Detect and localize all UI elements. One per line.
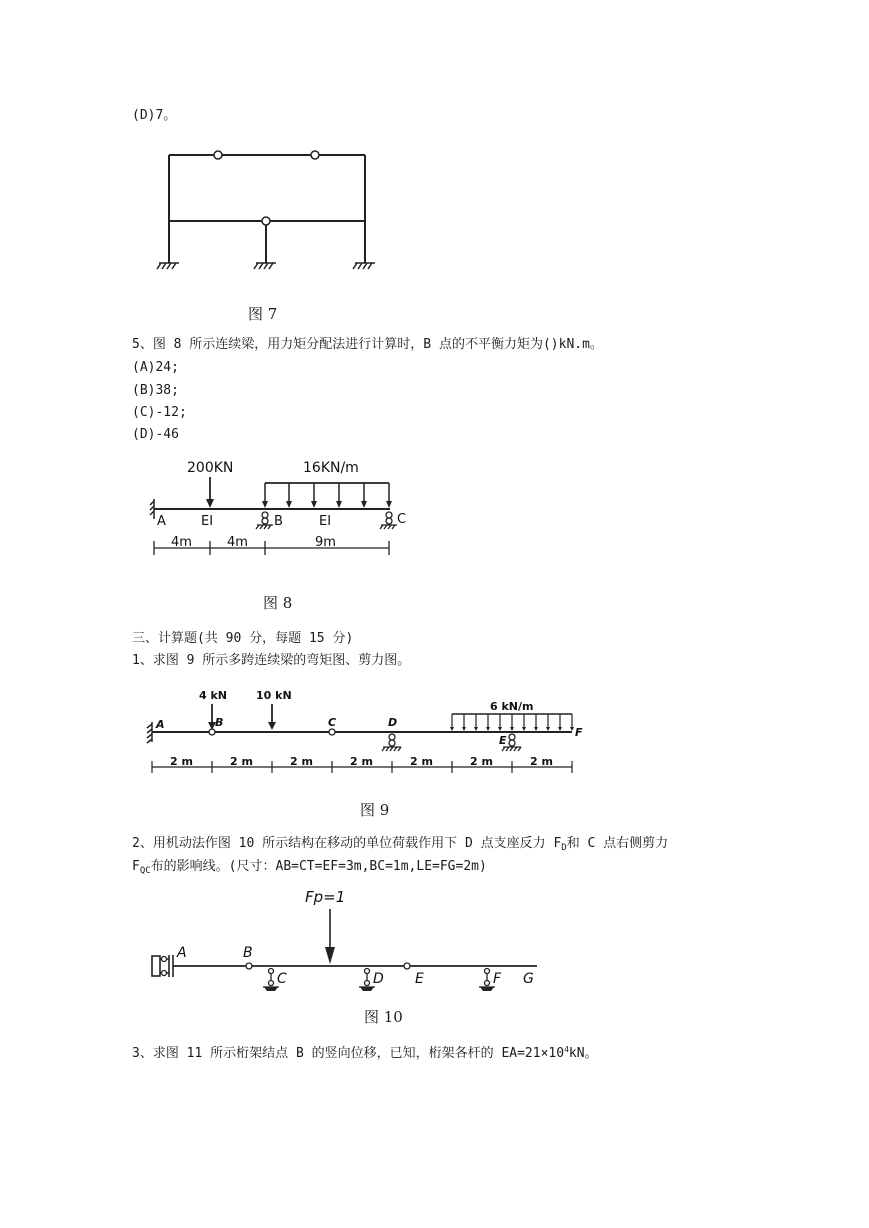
figure-8-caption: 图 8 <box>263 594 293 612</box>
fig9-dim-2: 2 m <box>230 755 253 768</box>
section-3-title: 三、计算题(共 90 分，每题 15 分) <box>132 631 354 646</box>
fig9-label-e: E <box>499 734 507 747</box>
fig8-dim-3: 9m <box>315 535 336 550</box>
fig8-label-a: A <box>157 514 166 529</box>
fig8-label-c: C <box>397 512 407 527</box>
fig9-label-b: B <box>215 716 224 729</box>
q5-option-b: (B)38; <box>132 383 179 398</box>
q4-option-d: (D)7。 <box>132 108 177 123</box>
figure-7 <box>150 145 390 280</box>
figure-7-caption: 图 7 <box>248 305 278 323</box>
fig9-dist-load-label: 6 kN/m <box>490 700 534 713</box>
q5-option-a: (A)24; <box>132 360 179 375</box>
figure-9-caption: 图 9 <box>360 801 390 819</box>
fig8-label-ei2: EI <box>319 514 332 529</box>
fig8-label-b: B <box>274 514 283 529</box>
figure-10 <box>145 885 555 1000</box>
fig10-label-f: F <box>493 971 502 987</box>
fig10-label-g: G <box>523 971 534 987</box>
fig9-label-c: C <box>328 716 337 729</box>
fig10-label-a: A <box>177 945 187 961</box>
fig9-dim-3: 2 m <box>290 755 313 768</box>
q5-stem: 5、图 8 所示连续梁，用力矩分配法进行计算时，B 点的不平衡力矩为()kN.m。 <box>132 337 603 352</box>
q3-stem: 3、求图 11 所示桁架结点 B 的竖向位移，已知，桁架各杆的 $EA=21\times 10^4kN$。 <box>132 1045 598 1061</box>
q5-option-d: (D)-46 <box>132 427 179 442</box>
fig10-load-label: Fp=1 <box>305 888 346 906</box>
fig8-dim-2: 4m <box>227 535 248 550</box>
fig9-label-a: A <box>156 718 165 731</box>
fig9-label-d: D <box>388 716 398 729</box>
figure-10-caption: 图 10 <box>364 1008 403 1026</box>
fig8-dim-1: 4m <box>171 535 192 550</box>
fig10-label-b: B <box>243 945 253 961</box>
fig9-dim-4: 2 m <box>350 755 373 768</box>
fig10-label-c: C <box>277 971 287 987</box>
fig9-dim-7: 2 m <box>530 755 553 768</box>
fig9-load-2-label: 10 kN <box>256 689 292 702</box>
fig8-dist-load-label: 16KN/m <box>303 460 359 476</box>
fig9-dim-6: 2 m <box>470 755 493 768</box>
q2-line-2: $F_{QC}$布的影响线。(尺寸：AB=CT=EF=3m,BC=1m,LE=FG=2m) <box>132 859 487 876</box>
fig8-point-load-label: 200KN <box>187 460 234 476</box>
fig10-label-e: E <box>415 971 424 987</box>
figure-9 <box>140 682 600 782</box>
fig9-label-f: F <box>575 726 583 739</box>
fig10-label-d: D <box>373 971 384 987</box>
fig9-dim-5: 2 m <box>410 755 433 768</box>
fig9-dim-1: 2 m <box>170 755 193 768</box>
q1-stem: 1、求图 9 所示多跨连续梁的弯矩图、剪力图。 <box>132 653 411 668</box>
q5-option-c: (C)-12; <box>132 405 187 420</box>
fig9-load-1-label: 4 kN <box>199 689 228 702</box>
q2-line-1: 2、用机动法作图 10 所示结构在移动的单位荷载作用下 D 点支座反力 $F_D$和 C 点右侧剪力 <box>132 836 669 853</box>
fig8-label-ei1: EI <box>201 514 214 529</box>
figure-8 <box>145 455 415 575</box>
